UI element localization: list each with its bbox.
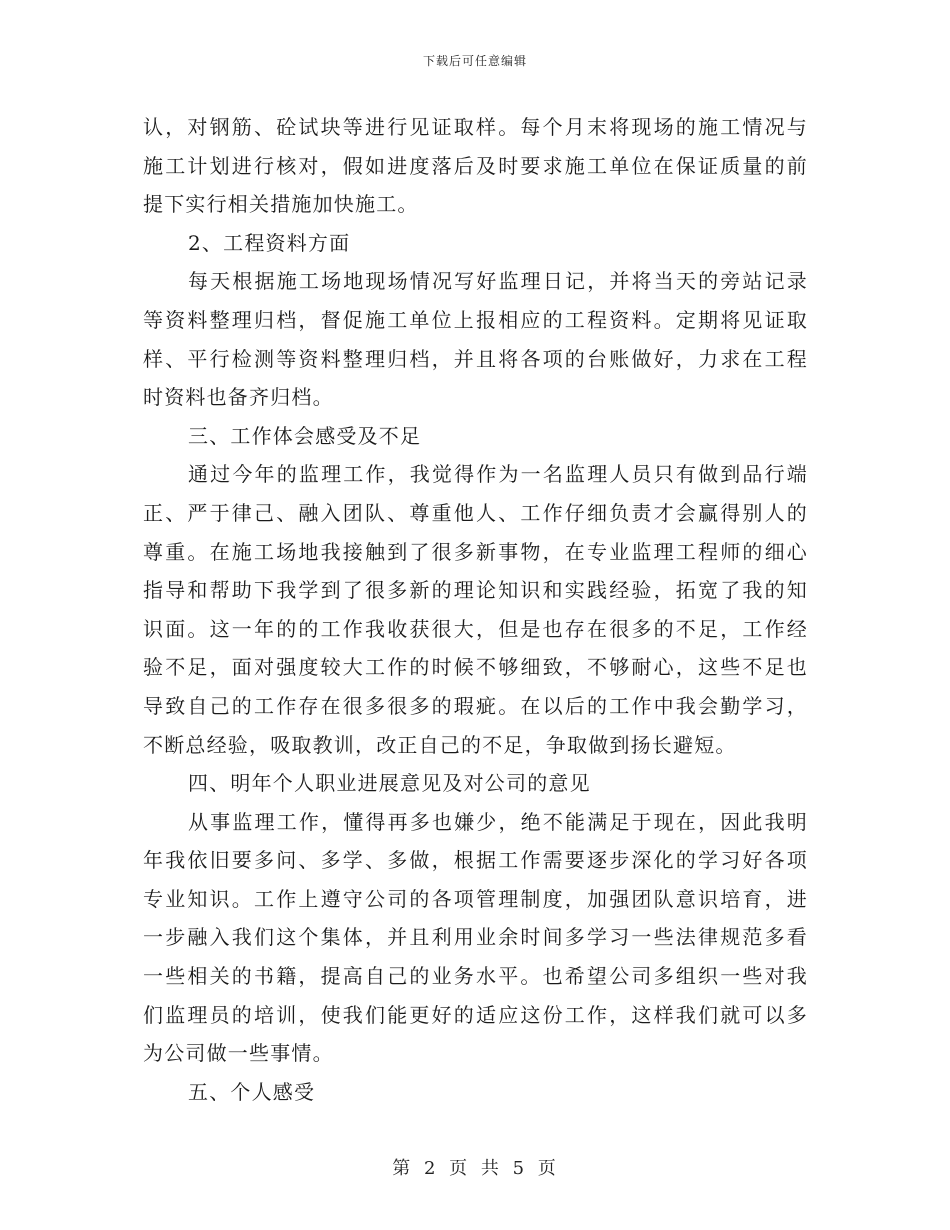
text-line: 时资料也备齐归档。 <box>143 385 334 410</box>
text-line: 验不足，面对强度较大工作的时候不够细致，不够耐心，这些不足也 <box>143 655 808 680</box>
text-line: 2、工程资料方面 <box>188 230 351 255</box>
text-line: 从事监理工作，懂得再多也嫌少，绝不能满足于现在，因此我明 <box>188 809 808 834</box>
text-line: 每天根据施工场地现场情况写好监理日记，并将当天的旁站记录 <box>188 269 808 294</box>
text-line: 专业知识。工作上遵守公司的各项管理制度，加强团队意识培育，进 <box>143 886 808 911</box>
text-line: 四、明年个人职业进展意见及对公司的意见 <box>188 771 591 796</box>
document-body <box>143 108 808 1111</box>
text-line: 通过今年的监理工作，我觉得作为一名监理人员只有做到品行端 <box>188 462 808 487</box>
text-line: 年我依旧要多问、多学、多做，根据工作需要逐步深化的学习好各项 <box>143 848 808 873</box>
text-line: 五、个人感受 <box>188 1079 316 1104</box>
text-line: 尊重。在施工场地我接触到了很多新事物，在专业监理工程师的细心 <box>143 539 808 564</box>
text-line: 指导和帮助下我学到了很多新的理论知识和实践经验，拓宽了我的知 <box>143 578 808 603</box>
text-line: 一些相关的书籍，提高自己的业务水平。也希望公司多组织一些对我 <box>143 964 808 989</box>
text-line: 为公司做一些事情。 <box>143 1041 334 1066</box>
text-line: 等资料整理归档，督促施工单位上报相应的工程资料。定期将见证取 <box>143 307 808 332</box>
text-line: 导致自己的工作存在很多很多的瑕疵。在以后的工作中我会勤学习， <box>143 693 808 718</box>
text-line: 们监理员的培训，使我们能更好的适应这份工作，这样我们就可以多 <box>143 1002 808 1027</box>
text-line: 一步融入我们这个集体，并且利用业余时间多学习一些法律规范多看 <box>143 925 808 950</box>
page-header: 下载后可任意编辑 <box>422 54 527 68</box>
page-footer: 第 2 页 共 5 页 <box>392 1158 558 1179</box>
text-line: 不断总经验，吸取教训，改正自己的不足，争取做到扬长避短。 <box>143 732 737 757</box>
text-line: 认，对钢筋、砼试块等进行见证取样。每个月末将现场的施工情况与 <box>143 115 808 139</box>
text-line: 正、严于律己、融入团队、尊重他人、工作仔细负责才会赢得别人的 <box>143 500 808 525</box>
text-line: 三、工作体会感受及不足 <box>188 423 422 448</box>
text-line: 识面。这一年的的工作我收获很大，但是也存在很多的不足，工作经 <box>143 616 808 641</box>
text-line: 施工计划进行核对，假如进度落后及时要求施工单位在保证质量的前 <box>143 153 808 178</box>
text-line: 提下实行相关措施加快施工。 <box>143 192 419 217</box>
text-line: 样、平行检测等资料整理归档，并且将各项的台账做好，力求在工程 <box>143 346 808 371</box>
